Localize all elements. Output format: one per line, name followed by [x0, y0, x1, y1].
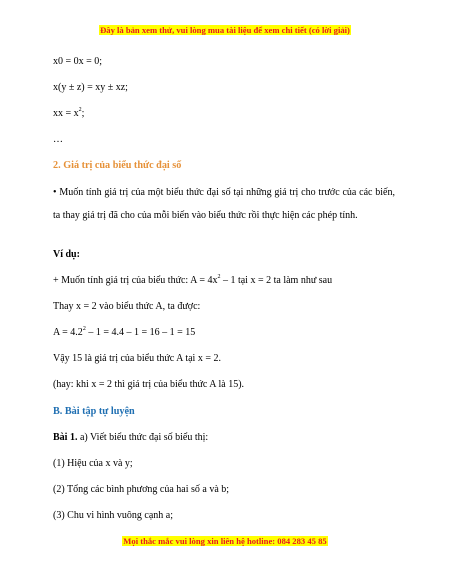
example-line-3-start: A = 4.2: [53, 327, 83, 338]
formula-distributive: x(y ± z) = xy ± xz;: [53, 82, 128, 93]
preview-banner-text: Đây là bản xem thử, vui lòng mua tài liệu để xem chi tiết (có lời giải): [100, 25, 350, 35]
exercise-1-label: Bài 1.: [53, 432, 78, 443]
example-label: Ví dụ:: [53, 249, 80, 260]
section-2-heading: 2. Giá trị của biểu thức đại số: [53, 160, 182, 171]
ellipsis: …: [53, 134, 63, 145]
example-line-1-start: + Muốn tính giá trị của biểu thức: A = 4x: [53, 275, 218, 286]
exercise-1-text: a) Viết biểu thức đại số biểu thị:: [77, 432, 209, 443]
example-line-1: [53, 275, 332, 287]
section-2-paragraph: • Muốn tính giá trị của một biểu thức đại số tại những giá trị cho trước của các biến, ta thay giá trị đã cho của mỗi biến vào biểu thức rồi thực hiện các phép tính.: [53, 187, 395, 221]
formula-square: [53, 108, 84, 120]
example-line-4: Vậy 15 là giá trị của biểu thức A tại x = 2.: [53, 353, 221, 364]
section-b-heading: B. Bài tập tự luyện: [53, 406, 135, 417]
formula-square-exponent: 2: [78, 107, 82, 113]
exercise-1-intro: [53, 432, 208, 444]
exercise-item-3: (3) Chu vi hình vuông cạnh a;: [53, 510, 173, 521]
hotline-banner-text: Mọi thắc mắc vui lòng xin liên hệ hotline: 084 283 45 85: [123, 536, 327, 546]
formula-square-end: ;: [81, 108, 85, 119]
example-line-3-end: – 1 = 4.4 – 1 = 16 – 1 = 15: [85, 327, 196, 338]
example-line-1-end: – 1 tại x = 2 ta làm như sau: [220, 275, 333, 286]
exercise-item-2: (2) Tổng các bình phương của hai số a và b;: [53, 484, 230, 495]
example-line-3: [53, 327, 195, 339]
example-line-1-exponent: 2: [217, 274, 221, 280]
hotline-banner: [0, 536, 450, 546]
exercise-item-1: (1) Hiệu của x và y;: [53, 458, 133, 469]
example-line-5: (hay: khi x = 2 thì giá trị của biểu thức A là 15).: [53, 379, 245, 390]
example-line-3-exponent: 2: [82, 326, 86, 332]
formula-square-base: xx = x: [53, 108, 79, 119]
example-line-2: Thay x = 2 vào biểu thức A, ta được:: [53, 301, 201, 312]
formula-zero: x0 = 0x = 0;: [53, 56, 103, 67]
preview-banner: [0, 25, 450, 35]
